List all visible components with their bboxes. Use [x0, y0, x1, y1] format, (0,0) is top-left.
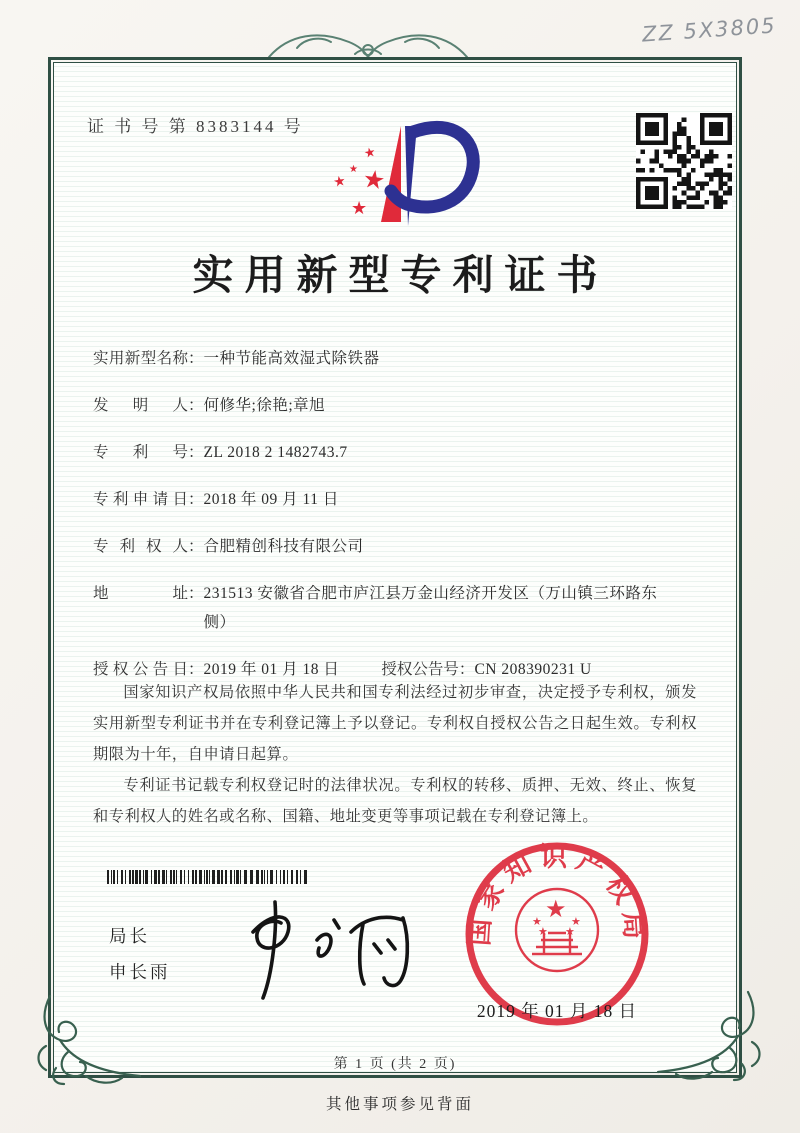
field-value-grant-number: CN 208390231 U	[474, 661, 592, 678]
svg-text:★: ★	[565, 925, 575, 938]
qr-code	[636, 113, 732, 209]
field-value-utility-model-name: 一种节能高效湿式除铁器	[203, 350, 380, 367]
svg-text:★: ★	[332, 172, 348, 191]
field-value-patentee: 合肥精创科技有限公司	[203, 538, 364, 555]
corner-flourish-left	[28, 990, 146, 1090]
field-label: 授权公告日	[93, 661, 188, 678]
field-row-address: 地址 ： 231513 安徽省合肥市庐江县万金山经济开发区（万山镇三环路东侧）	[93, 579, 699, 637]
seal-date: 2019 年 01 月 18 日	[476, 1001, 638, 1021]
seal-text: 国家知识产权局	[464, 842, 650, 947]
certificate-frame	[48, 57, 742, 1078]
legal-paragraph-2: 专利证书记载专利权登记时的法律状况。专利权的转移、质押、无效、终止、恢复和专利权人的姓名或名称、国籍、地址变更等事项记载在专利登记簿上。	[93, 777, 697, 825]
field-row-name: 实用新型名称 ： 一种节能高效湿式除铁器	[93, 344, 699, 373]
field-label: 发明人	[93, 397, 188, 414]
back-side-note: 其他事项参见背面	[325, 1096, 474, 1113]
svg-text:★: ★	[538, 925, 548, 938]
legal-text	[93, 677, 697, 832]
svg-text:★: ★	[571, 915, 581, 928]
cnipa-patent-logo	[321, 114, 481, 236]
fields-section	[93, 344, 699, 702]
top-scroll-ornament	[263, 26, 473, 60]
director-signature	[213, 890, 433, 1010]
svg-text:★: ★	[351, 198, 368, 219]
field-label: 地址	[93, 585, 188, 602]
field-row-patentee: 专利权人 ： 合肥精创科技有限公司	[93, 532, 699, 561]
director-block	[109, 918, 171, 990]
field-value-grant-date: 2019 年 01 月 18 日	[203, 661, 340, 678]
director-name: 申长雨	[109, 962, 171, 982]
page-number: 第 1 页 (共 2 页)	[333, 1057, 457, 1072]
field-value-filing-date: 2018 年 09 月 11 日	[203, 491, 339, 508]
director-title: 局长	[109, 926, 150, 946]
field-label-grant-number: 授权公告号	[381, 661, 459, 678]
field-label: 专利申请日	[93, 491, 188, 508]
field-row-grant: 授权公告日 ： 2019 年 01 月 18 日 授权公告号 ： CN 208390231 U	[93, 655, 699, 684]
handwritten-note: ZZ 5X3805	[641, 13, 778, 47]
corner-flourish-right	[652, 986, 770, 1086]
field-row-filing-date: 专利申请日 ： 2018 年 09 月 11 日	[93, 485, 699, 514]
svg-text:★: ★	[532, 915, 542, 928]
svg-text:★: ★	[545, 895, 567, 923]
field-row-inventors: 发明人 ： 何修华;徐艳;章旭	[93, 391, 699, 420]
legal-paragraph-1: 国家知识产权局依照中华人民共和国专利法经过初步审查，决定授予专利权，颁发实用新型专利证书并在专利登记簿上予以登记。专利权自授权公告之日起生效。专利权期限为十年，自申请日起算。	[93, 684, 697, 763]
field-value-inventors: 何修华;徐艳;章旭	[203, 397, 326, 414]
certificate-title: 实用新型专利证书	[192, 252, 609, 298]
logo-stars	[332, 145, 387, 219]
field-label: 专利号	[93, 444, 188, 461]
field-label: 实用新型名称	[93, 350, 188, 367]
field-label: 专利权人	[93, 538, 188, 555]
barcode	[107, 870, 307, 884]
svg-text:★: ★	[349, 164, 358, 175]
field-value-address: 231513 安徽省合肥市庐江县万金山经济开发区（万山镇三环路东侧）	[203, 585, 658, 631]
field-value-patent-number: ZL 2018 2 1482743.7	[203, 444, 348, 461]
certificate-number: 证 书 号 第 8383144 号	[87, 117, 304, 136]
svg-text:★: ★	[360, 163, 388, 196]
svg-text:★: ★	[362, 144, 378, 162]
field-row-patent-number: 专利号 ： ZL 2018 2 1482743.7	[93, 438, 699, 467]
seal-national-emblem	[516, 889, 598, 971]
